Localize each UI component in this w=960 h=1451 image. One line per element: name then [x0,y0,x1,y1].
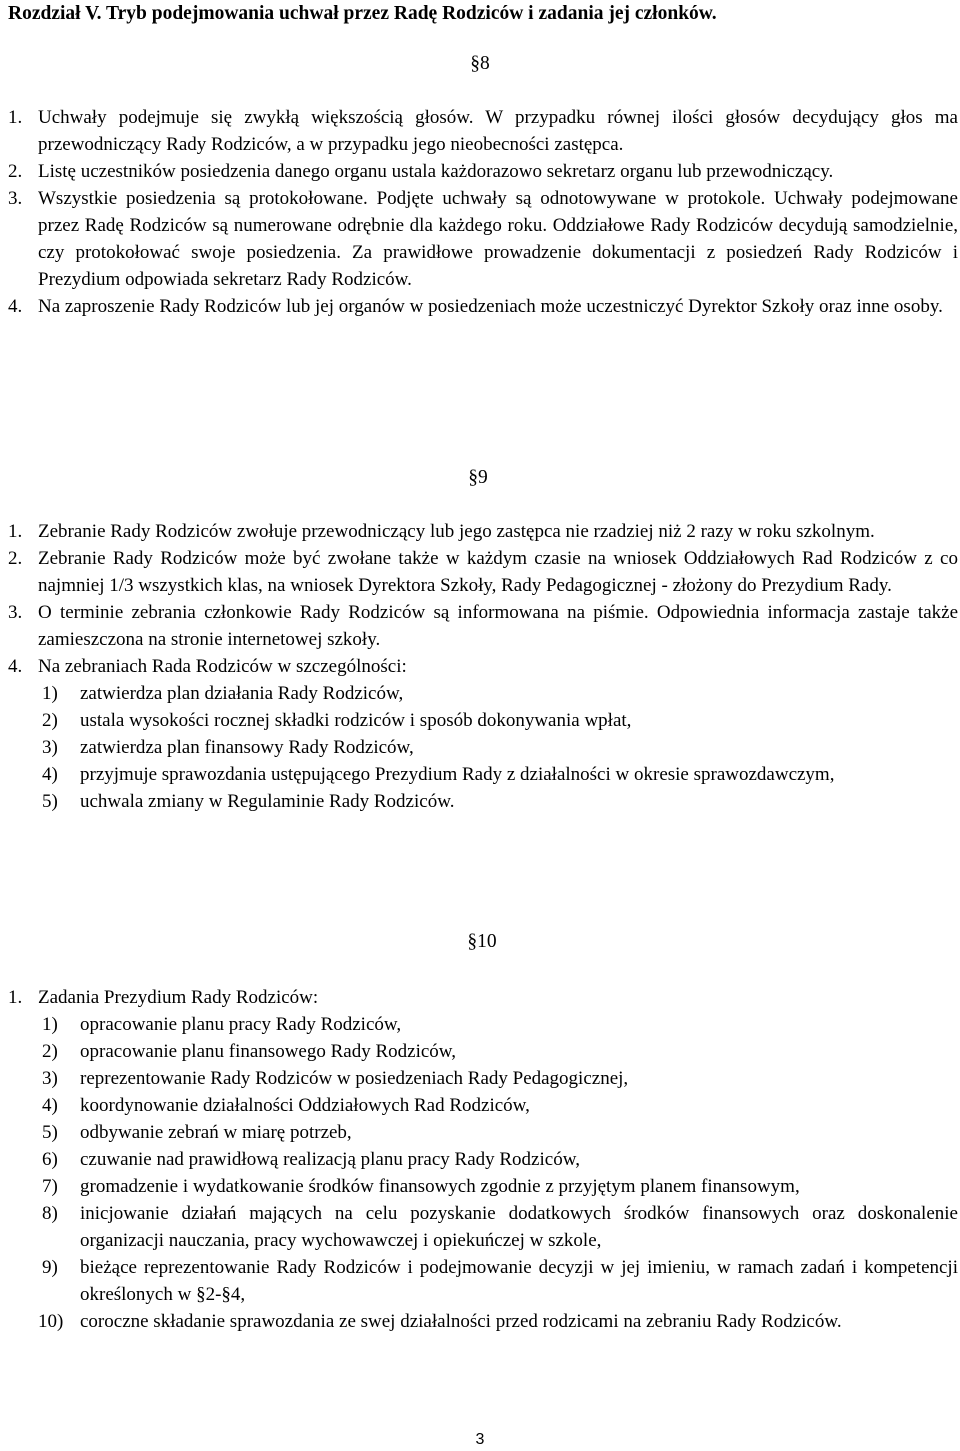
sub-item-text: uchwala zmiany w Regulaminie Rady Rodziców. [80,791,455,812]
sub-item-text: przyjmuje sprawozdania ustępującego Prezydium Rady z działalności w okresie sprawozdawczym, [80,764,835,785]
sub-item-number: 10) [38,1311,64,1332]
item-text: Wszystkie posiedzenia są protokołowane. Podjęte uchwały są odnotowywane w protokole. Uchwały podejmowane przez Radę Rodziców są numerowane odrębnie dla każdego roku. Oddziałowe Rady Rodziców decydują samodzielnie, czy protokołować swoje posiedzenia. Za prawidłowe prowadzenie dokumentacji z posiedzeń Rady Rodziców i Prezydium odpowiada sekretarz Rady Rodziców. [38,188,958,290]
sub-item-text: opracowanie planu pracy Rady Rodziców, [80,1014,402,1035]
item-text: Na zaproszenie Rady Rodziców lub jej organów w posiedzeniach może uczestniczyć Dyrektor Szkoły oraz inne osoby. [38,296,943,317]
item-number: 1. [8,987,23,1008]
list-item [0,599,960,653]
item-text: Na zebraniach Rada Rodziców w szczególności: [38,656,407,677]
sub-item-text: zatwierdza plan finansowy Rady Rodziców, [80,737,414,758]
sub-item-number: 4) [42,1095,58,1116]
sub-item-number: 3) [42,1068,58,1089]
sub-item-text: opracowanie planu finansowego Rady Rodziców, [80,1041,457,1062]
sub-item-number: 2) [42,1041,58,1062]
sub-item-text: koordynowanie działalności Oddziałowych Rad Rodziców, [80,1095,530,1116]
item-number: 4. [8,296,23,317]
page-number: 3 [475,1431,485,1448]
sub-list-item [0,1038,960,1065]
sub-item-number: 3) [42,737,58,758]
sub-list-item [0,1092,960,1119]
item-number: 2. [8,548,23,569]
item-number: 1. [8,107,23,128]
sub-item-text: reprezentowanie Rady Rodziców w posiedzeniach Rady Pedagogicznej, [80,1068,629,1089]
list-item [0,984,960,1011]
item-text: Listę uczestników posiedzenia danego organu ustala każdorazowo sekretarz organu lub przewodniczący. [38,161,834,182]
section-8-heading: §8 [470,53,490,74]
sub-list-item [0,1119,960,1146]
item-text: Zadania Prezydium Rady Rodziców: [38,987,319,1008]
item-number: 4. [8,656,23,677]
sub-item-number: 6) [42,1149,58,1170]
sub-item-text: gromadzenie i wydatkowanie środków finansowych zgodnie z przyjętym planem finansowym, [80,1176,800,1197]
sub-list-item [0,1011,960,1038]
item-text: Zebranie Rady Rodziców może być zwołane także w każdym czasie na wniosek Oddziałowych Rad Rodziców z co najmniej 1/3 wszystkich klas, na wniosek Dyrektora Szkoły, Rady Pedagogicznej - złożony do Prezydium Rady. [38,548,958,596]
list-item [0,293,960,320]
list-item [0,185,960,293]
sub-item-number: 9) [42,1257,58,1278]
sub-item-text: coroczne składanie sprawozdania ze swej działalności przed rodzicami na zebraniu Rady Rodziców. [80,1311,842,1332]
sub-list-item [0,1065,960,1092]
item-text: O terminie zebrania członkowie Rady Rodziców są informowana na piśmie. Odpowiednia informacja zastaje także zamieszczona na stronie internetowej szkoły. [38,602,958,650]
chapter-title: Rozdział V. Tryb podejmowania uchwał przez Radę Rodziców i zadania jej członków. [8,3,717,24]
item-number: 3. [8,188,23,209]
item-number: 2. [8,161,23,182]
sub-item-text: inicjowanie działań mających na celu pozyskanie dodatkowych środków finansowych oraz doskonalenie organizacji nauczania, pracy wychowawczej i opiekuńczej w szkole, [80,1203,958,1251]
section-10-body [0,984,960,1335]
item-text: Uchwały podejmuje się zwykłą większością głosów. W przypadku równej ilości głosów decydujący głos ma przewodniczący Rady Rodziców, a w przypadku jego nieobecności zastępca. [38,107,958,155]
sub-list-item [0,1308,960,1335]
sub-item-number: 1) [42,683,58,704]
item-number: 3. [8,602,23,623]
section-8-body [0,104,960,320]
sub-list-item [0,1254,960,1308]
sub-item-number: 7) [42,1176,58,1197]
sub-list-item [0,707,960,734]
sub-list-item [0,1200,960,1254]
sub-item-number: 2) [42,710,58,731]
list-item [0,545,960,599]
item-number: 1. [8,521,23,542]
list-item [0,653,960,680]
sub-list-item [0,734,960,761]
sub-item-text: zatwierdza plan działania Rady Rodziców, [80,683,404,704]
section-9-body [0,518,960,815]
sub-item-text: czuwanie nad prawidłową realizacją planu pracy Rady Rodziców, [80,1149,580,1170]
section-10-heading: §10 [467,931,497,952]
sub-item-number: 5) [42,791,58,812]
section-9-heading: §9 [468,467,488,488]
sub-list-item [0,761,960,788]
sub-item-number: 4) [42,764,58,785]
sub-list-item [0,680,960,707]
sub-item-number: 8) [42,1203,58,1224]
list-item [0,104,960,158]
sub-list-item [0,788,960,815]
sub-list-item [0,1173,960,1200]
sub-item-text: odbywanie zebrań w miarę potrzeb, [80,1122,352,1143]
list-item [0,158,960,185]
sub-item-text: bieżące reprezentowanie Rady Rodziców i podejmowanie decyzji w jej imieniu, w ramach zadań i kompetencji określonych w §2-§4, [80,1257,958,1305]
item-text: Zebranie Rady Rodziców zwołuje przewodniczący lub jego zastępca nie rzadziej niż 2 razy w roku szkolnym. [38,521,875,542]
sub-item-number: 1) [42,1014,58,1035]
sub-list-item [0,1146,960,1173]
sub-item-text: ustala wysokości rocznej składki rodziców i sposób dokonywania wpłat, [80,710,632,731]
sub-item-number: 5) [42,1122,58,1143]
list-item [0,518,960,545]
